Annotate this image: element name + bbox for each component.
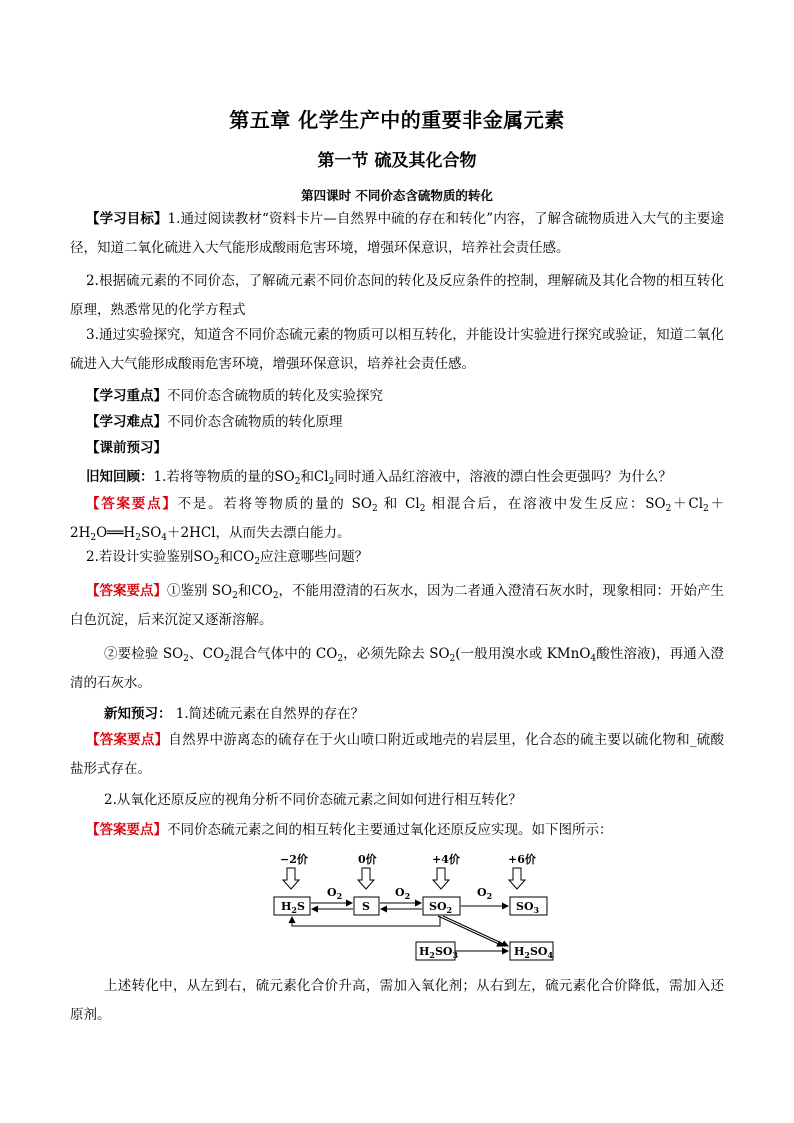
sub-4: 4 [590,654,597,664]
new-knowledge-answer-2 [70,816,724,845]
sub-4: 4 [161,533,168,543]
sub-2: 2 [183,654,189,664]
review-question-1 [70,463,724,492]
sub-2: 2 [337,654,344,664]
o2-label: $O_2$ [395,886,411,901]
h2so3-label: $H_2SO_3$ [419,945,459,960]
answer-1-text: 和 Cl [377,496,420,512]
s-label: S [362,900,370,913]
sub-2: 2 [272,591,279,601]
answer-1-text: ＋Cl [671,496,704,512]
difficulties [70,408,724,437]
review-q1-text-c: 同时通入品红溶液中，溶液的漂白性会更强吗？为什么？ [334,469,672,485]
conversion-diagram-svg [270,852,570,964]
sub-2: 2 [371,504,378,514]
objective-2: 2.根据硫元素的不同价态，了解硫元素不同价态间的转化及反应条件的控制，理解硫及其化合物的相互转化原理，熟悉常见的化学方程式 [70,273,724,318]
review-answer-1 [70,490,724,548]
review-q2-text: 应注意哪些问题？ [260,549,369,565]
answer-2-text: ①鉴别 SO [167,583,233,599]
answer-1-text: SO [140,525,162,541]
answer-1-text: ＋2H [70,496,725,541]
review-label: 旧知回顾： [86,469,154,485]
sub-2: 2 [213,557,220,567]
preview-tag: 【课前预习】 [86,440,167,456]
valence-label-minus2: −2价 [280,853,308,866]
review-answer-2 [70,577,724,635]
review-q2-text: 和CO [219,549,255,565]
objective-3: 3.通过实验探究，知道含不同价态硫元素的物质可以相互转化，并能设计实验进行探究或验证，知道二氧化硫进入大气能形成酸雨危害环境，增强环保意识，培养社会责任感。 [70,327,724,372]
objectives-tag: 【学习目标】 [86,211,168,227]
key-points [70,382,724,411]
so3-label: $SO_3$ [516,900,540,915]
objective-1-text: 1.通过阅读教材“资料卡片—自然界中硫的存在和转化”内容，了解含硫物质进入大气的主要途径，知道二氧化硫进入大气能形成酸雨危害环境，增强环保意识，培养社会责任感。 [70,211,725,256]
answer-tag: 【答案要点】 [86,583,168,599]
lesson-title: 第四课时 不同价态含硫物质的转化 [301,188,493,203]
review-q1-text-a: 1.若将等物质的量的SO [153,469,295,485]
answer-1-text: ＋2HCl，从而失去漂白能力。 [167,525,351,541]
answer-2-text: 和CO [237,583,273,599]
section-title: 第一节 硫及其化合物 [317,151,477,171]
sub-2: 2 [419,504,426,514]
answer-2-text: ，不能用澄清的石灰水，因为二者通入澄清石灰水时，现象相同：开始产生白色沉淀，后来沉淀又逐渐溶解。 [70,583,725,628]
answer-3-text: 、CO [188,646,225,662]
new-knowledge-a1-text: 自然界中游离态的硫存在于火山喷口附近或地壳的岩层里，化合态的硫主要以硫化物和_硫酸盐形式存在。 [70,732,725,777]
answer-3-text: ，必须先除去 SO [343,646,450,662]
answer-tag: 【答案要点】 [86,822,167,838]
difficulties-text: 不同价态含硫物质的转化原理 [167,414,343,430]
sub-2: 2 [90,533,97,543]
conclusion-paragraph: 上述转化中，从左到右，硫元素化合价升高，需加入氧化剂；从右到左，硫元素化合价降低，需加入还原剂。 [70,978,724,1023]
key-points-tag: 【学习重点】 [86,388,167,404]
o2-label: $O_2$ [327,886,343,901]
new-knowledge-label: 新知预习： [104,706,172,722]
sub-2: 2 [665,504,672,514]
sub-2: 2 [328,477,335,487]
answer-tag: 【答案要点】 [86,732,169,748]
review-q2-text: 2.若设计实验鉴别SO [86,549,214,565]
new-knowledge-answer-1 [70,726,724,784]
preview-heading [70,434,724,463]
h2s-label: $H_2S$ [281,900,305,915]
valence-label-plus6: +6价 [508,853,536,866]
chapter-title: 第五章 化学生产中的重要非金属元素 [229,108,565,132]
new-knowledge-question-1 [70,700,724,729]
sub-2: 2 [703,504,709,514]
sub-2: 2 [254,557,261,567]
objective-1 [70,205,724,263]
new-knowledge-a2-text: 不同价态硫元素之间的相互转化主要通过氧化还原反应实现。如下图所示： [167,822,613,838]
review-q1-text-b: 和Cl [300,469,329,485]
answer-1-text: 不是。若将等物质的量的 SO [177,496,372,512]
new-knowledge-question-2: 2.从氧化还原反应的视角分析不同价态硫元素之间如何进行相互转化？ [104,792,522,808]
so2-label: $SO_2$ [429,900,453,915]
sulfur-conversion-diagram [270,852,570,964]
key-points-text: 不同价态含硫物质的转化及实验探究 [167,388,383,404]
h2so4-label: $H_2SO_4$ [514,945,554,960]
answer-3-text: (一般用溴水或 KMnO [455,646,591,662]
conversion-arrows [292,903,508,951]
answer-3-text: 酸性溶液)，再通入澄清的石灰水。 [70,646,724,691]
answer-1-text: O══H [96,525,136,541]
difficulties-tag: 【学习难点】 [86,414,167,430]
sub-2: 2 [449,654,456,664]
sub-2: 2 [135,533,141,543]
answer-tag: 【答案要点】 [86,496,178,512]
review-answer-3 [70,640,724,698]
review-question-2 [70,543,724,572]
valence-label-plus4: +4价 [432,853,460,866]
valence-label-0: 0价 [358,853,377,866]
answer-3-text: ②要检验 SO [104,646,184,662]
sub-2: 2 [224,654,230,664]
sub-2: 2 [294,477,301,487]
answer-3-text: 混合气体中的 CO [229,646,338,662]
answer-1-text: 相混合后，在溶液中发生反应：SO [425,496,666,512]
sub-2: 2 [232,591,238,601]
new-knowledge-q1-text: 1.简述硫元素在自然界的存在？ [171,706,365,722]
o2-label: $O_2$ [477,886,493,901]
